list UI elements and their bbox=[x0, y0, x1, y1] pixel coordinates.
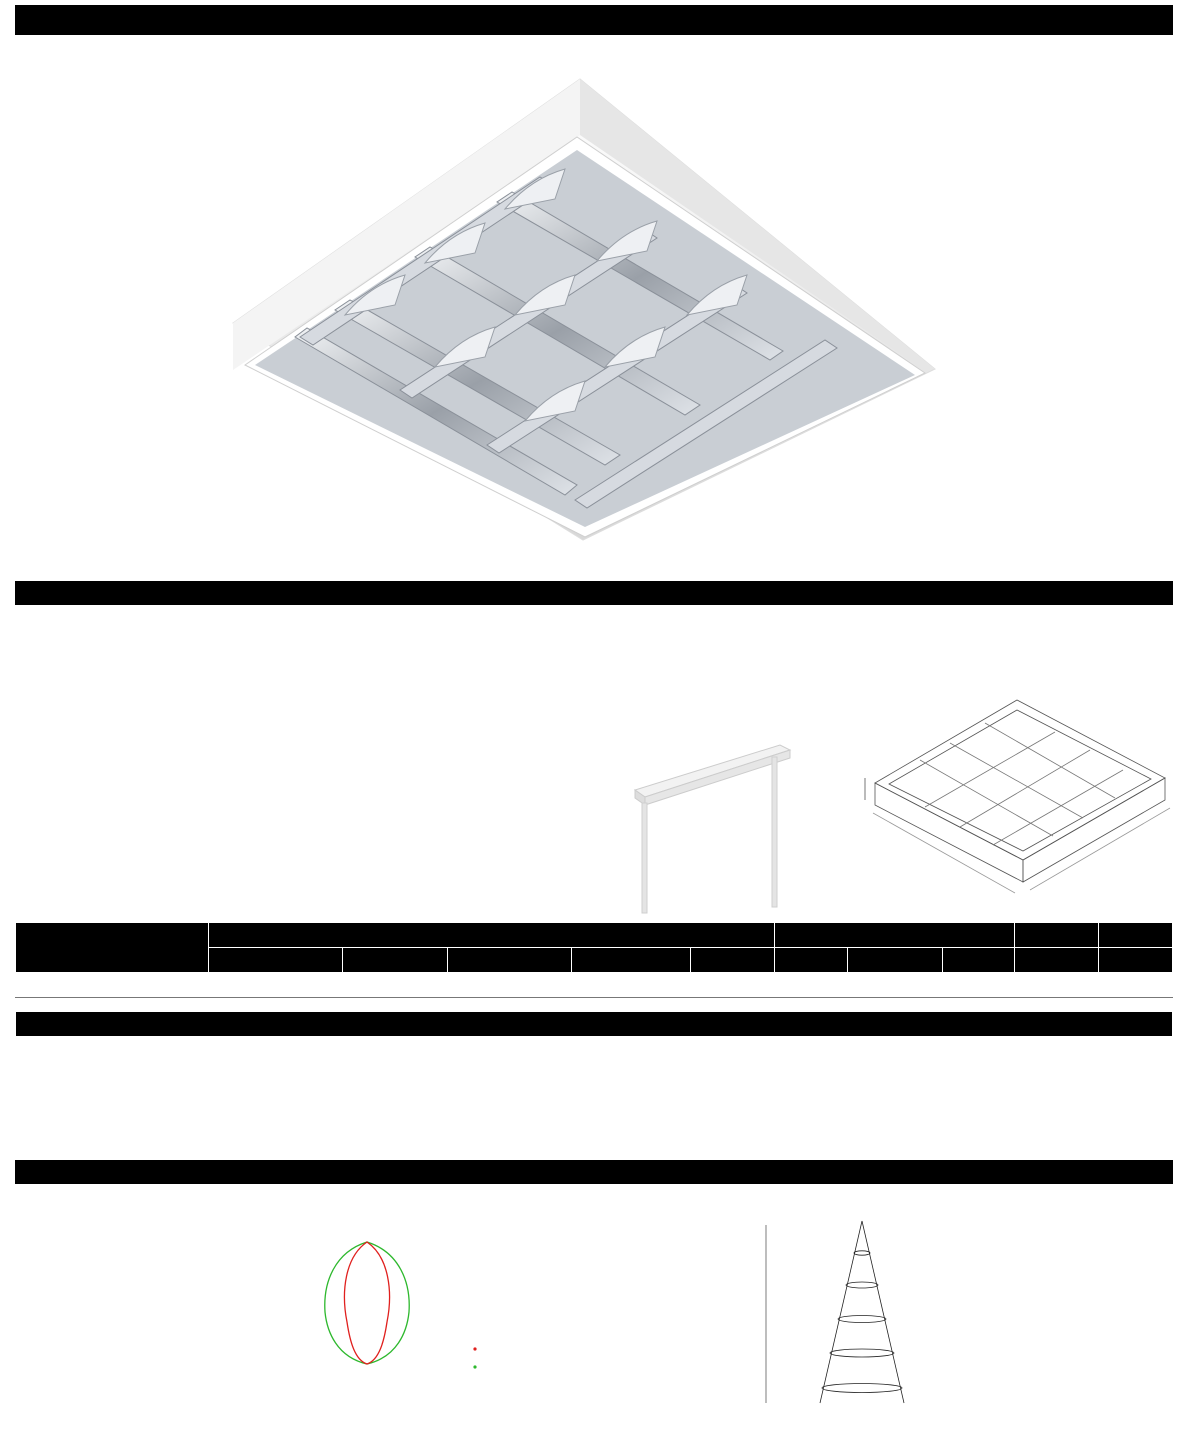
polar-diagram bbox=[185, 1192, 565, 1448]
dimension-drawing bbox=[845, 690, 1175, 905]
curve-c0 bbox=[344, 1242, 389, 1364]
specs-heading-bar bbox=[15, 581, 1173, 605]
illuminance-cone bbox=[735, 1203, 975, 1443]
suspension-rod-image bbox=[620, 735, 800, 915]
col-current bbox=[1015, 923, 1099, 948]
table-row bbox=[16, 973, 1173, 998]
curve-c90 bbox=[325, 1242, 409, 1364]
legend-c0-dot bbox=[473, 1347, 476, 1350]
col-pf bbox=[1099, 923, 1173, 948]
lamp-table bbox=[15, 1011, 1173, 1037]
legend-c90-dot bbox=[473, 1365, 476, 1368]
luminaire-table bbox=[15, 922, 1173, 998]
fixture-image bbox=[225, 75, 945, 545]
col-luminaires bbox=[208, 923, 774, 948]
col-lamp bbox=[16, 1012, 1173, 1037]
title-bar bbox=[15, 5, 1173, 35]
col-dimension bbox=[775, 923, 1015, 948]
col-model bbox=[16, 923, 209, 973]
photometric-heading-bar bbox=[15, 1160, 1173, 1184]
